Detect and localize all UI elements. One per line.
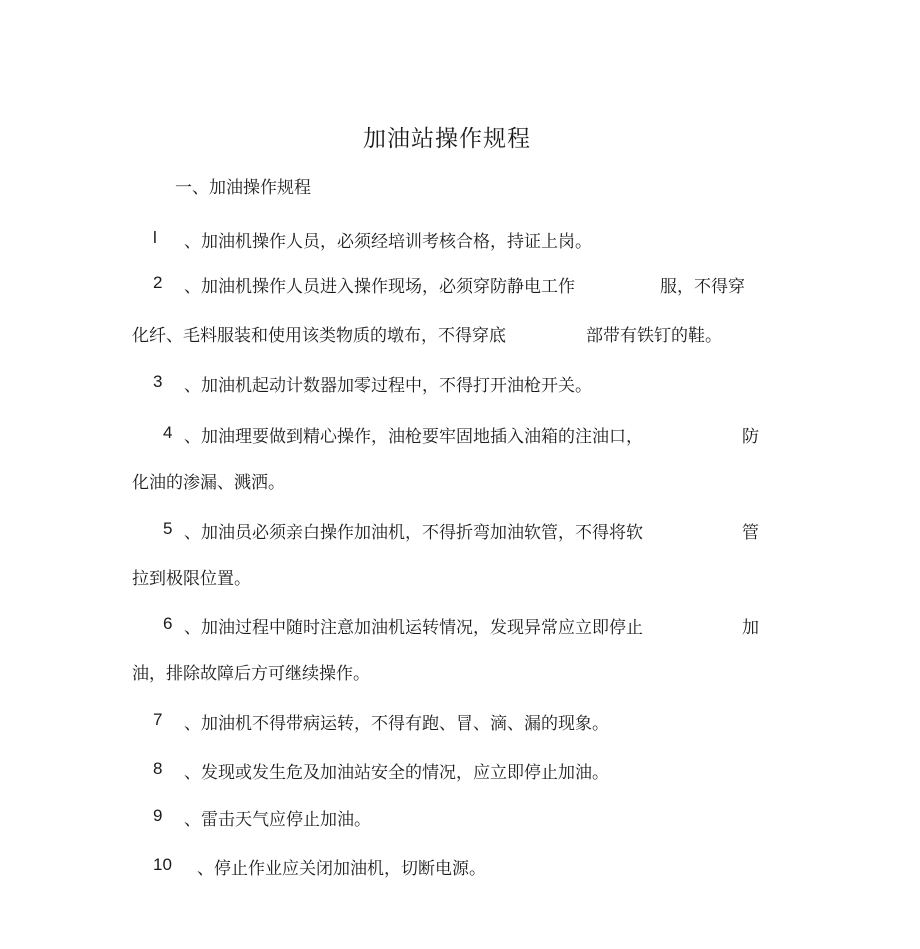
item-text: 化纤、毛料服装和使用该类物质的墩布，不得穿底 bbox=[132, 326, 506, 346]
item-text: 服，不得穿 bbox=[660, 277, 745, 297]
item-text: 、加油机操作人员，必须经培训考核合格，持证上岗。 bbox=[184, 232, 592, 252]
item-text: 化油的渗漏、溅洒。 bbox=[132, 473, 285, 493]
item-text: 管 bbox=[742, 523, 759, 543]
item-text: 、加油员必须亲白操作加油机，不得折弯加油软管，不得将软 bbox=[184, 523, 643, 543]
item-text: 、加油理要做到精心操作，油枪要牢固地插入油箱的注油口， bbox=[184, 427, 643, 447]
item-text: 、发现或发生危及加油站安全的情况，应立即停止加油。 bbox=[184, 763, 609, 783]
item-text: 、停止作业应关闭加油机，切断电源。 bbox=[197, 859, 486, 879]
item-text: 、加油机不得带病运转，不得有跑、冒、滴、漏的现象。 bbox=[184, 714, 609, 734]
item-number: l bbox=[153, 228, 157, 247]
item-text: 、雷击天气应停止加油。 bbox=[184, 810, 371, 830]
item-text: 、加油机起动计数器加零过程中，不得打开油枪开关。 bbox=[184, 376, 592, 396]
item-number: 10 bbox=[153, 855, 172, 874]
item-number: 3 bbox=[153, 372, 163, 391]
page-title: 加油站操作规程 bbox=[363, 126, 531, 152]
item-text: 部带有铁钉的鞋。 bbox=[586, 326, 722, 346]
item-number: 8 bbox=[153, 759, 163, 778]
item-text: 、加油过程中随时注意加油机运转情况，发现异常应立即停止 bbox=[184, 618, 643, 638]
item-text: 加 bbox=[742, 618, 759, 638]
section-heading: 一、加油操作规程 bbox=[175, 178, 311, 198]
item-number: 6 bbox=[163, 614, 173, 633]
item-text: 油，排除故障后方可继续操作。 bbox=[132, 664, 370, 684]
item-number: 7 bbox=[153, 710, 163, 729]
item-number: 4 bbox=[163, 423, 173, 442]
item-text: 拉到极限位置。 bbox=[132, 569, 251, 589]
item-number: 2 bbox=[153, 273, 163, 292]
item-number: 5 bbox=[163, 519, 173, 538]
item-text: 、加油机操作人员进入操作现场，必须穿防静电工作 bbox=[184, 277, 575, 297]
item-text: 防 bbox=[742, 427, 759, 447]
item-number: 9 bbox=[153, 806, 163, 825]
